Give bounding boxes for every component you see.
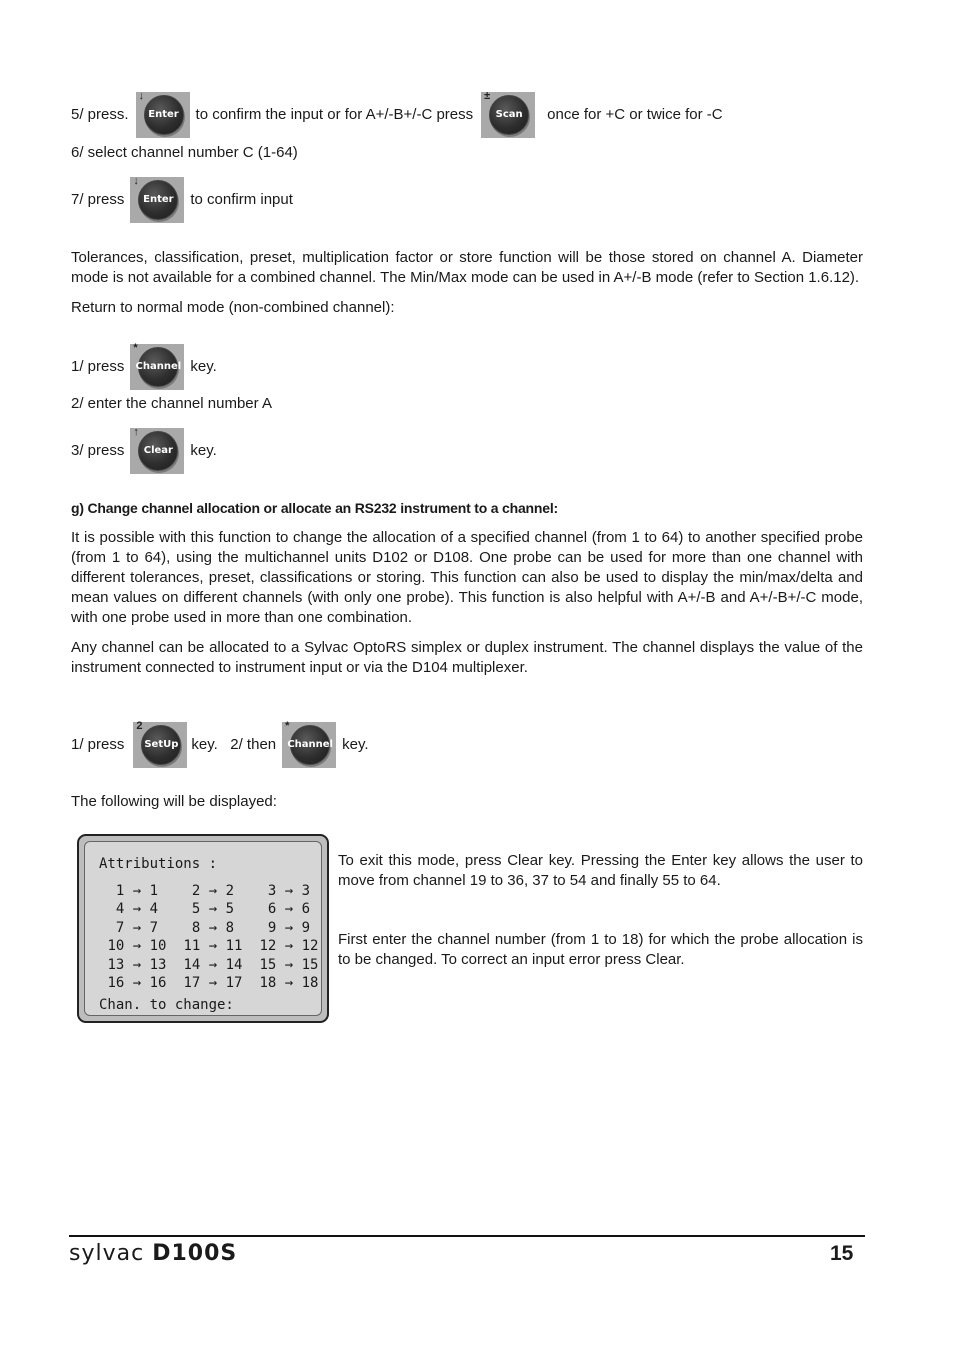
return-step-2: 2/ enter the channel number A bbox=[71, 395, 272, 412]
lcd-cell: 7 → 7 bbox=[115, 919, 159, 936]
plus-minus-icon: ± bbox=[484, 90, 491, 102]
return-step-1-after: key. bbox=[190, 358, 217, 375]
lcd-cell: 2 → 2 bbox=[191, 883, 235, 899]
allocation-step-middle: key. 2/ then bbox=[191, 736, 277, 753]
lcd-cell: 4 → 4 bbox=[115, 901, 159, 918]
lcd-row bbox=[99, 956, 327, 974]
lcd-cell: 11 → 11 bbox=[183, 938, 243, 955]
arrow-down-icon: ↓ bbox=[138, 90, 145, 102]
asterisk-icon: * bbox=[285, 720, 290, 732]
lcd-title: Attributions : bbox=[99, 856, 218, 872]
lcd-display bbox=[77, 834, 329, 1023]
allocation-step-after: key. bbox=[342, 736, 369, 753]
tolerances-paragraph: Tolerances, classification, preset, multiplication factor or store function will be those stored on channel A. Diameter mode is not available for a combined channel. The Min/Max mode can be used in A+/-B mode (refer to Section 1.6.12). bbox=[71, 249, 863, 286]
lcd-cell: 18 → 18 bbox=[259, 974, 319, 991]
return-step-1 bbox=[71, 344, 217, 390]
return-paragraph: Return to normal mode (non-combined channel): bbox=[71, 299, 395, 316]
exit-paragraph: To exit this mode, press Clear key. Pressing the Enter key allows the user to move from channel 19 to 36, 37 to 54 and finally 55 to 64. bbox=[338, 852, 863, 889]
key-label: Scan bbox=[495, 109, 523, 120]
page-number: 15 bbox=[830, 1242, 854, 1265]
step-7 bbox=[71, 177, 293, 223]
lcd-row bbox=[99, 900, 327, 918]
key-label: Enter bbox=[143, 194, 174, 205]
lcd-cell: 9 → 9 bbox=[267, 919, 311, 936]
step-5-middle: to confirm the input or for A+/-B+/-C press bbox=[195, 106, 474, 123]
lcd-prompt: Chan. to change: bbox=[99, 997, 234, 1013]
lcd-screen bbox=[84, 841, 322, 1016]
lcd-cell: 6 → 6 bbox=[267, 901, 311, 918]
lcd-cell: 5 → 5 bbox=[191, 901, 235, 918]
model-name: D100S bbox=[152, 1241, 238, 1266]
brand-name: sylvac bbox=[69, 1241, 145, 1266]
key-label: Clear bbox=[143, 445, 173, 456]
section-heading-g: g) Change channel allocation or allocate an RS232 instrument to a channel: bbox=[71, 500, 558, 516]
digit-two-icon: 2 bbox=[136, 720, 143, 732]
step-7-after: to confirm input bbox=[190, 191, 293, 208]
lcd-row bbox=[99, 919, 327, 937]
lcd-cell: 3 → 3 bbox=[267, 883, 311, 899]
following-paragraph: The following will be displayed: bbox=[71, 793, 277, 810]
lcd-cell: 8 → 8 bbox=[191, 919, 235, 936]
lcd-cell: 10 → 10 bbox=[107, 938, 167, 955]
allocation-step bbox=[71, 722, 369, 768]
lcd-attribution-grid bbox=[99, 882, 327, 992]
step-7-text: 7/ press bbox=[71, 191, 125, 208]
lcd-cell: 14 → 14 bbox=[183, 956, 243, 973]
arrow-up-icon: ↑ bbox=[133, 426, 139, 438]
lcd-cell: 15 → 15 bbox=[259, 956, 319, 973]
step-5-text: 5/ press. bbox=[71, 106, 129, 123]
return-step-1-text: 1/ press bbox=[71, 358, 125, 375]
first-paragraph: First enter the channel number (from 1 to 18) for which the probe allocation is to be changed. To correct an input error press Clear. bbox=[338, 931, 863, 968]
possible-paragraph: It is possible with this function to change the allocation of a specified channel (from 1 to 64) to another specified probe (from 1 to 64), using the multichannel units D102 or D108. One probe can be used for more than one channel with different tolerances, preset, classifications or storing. This function can also be used to display the min/max/delta and mean values on different channels (with only one probe). This function is also helpful with A+/-B and A+/-B+/-C mode, with one probe used in more than one combination. bbox=[71, 529, 863, 626]
brand-logo bbox=[69, 1243, 237, 1264]
lcd-cell: 17 → 17 bbox=[183, 974, 243, 991]
lcd-cell: 13 → 13 bbox=[107, 956, 167, 973]
key-label: Channel bbox=[135, 361, 182, 372]
return-step-3-after: key. bbox=[190, 442, 217, 459]
key-label: Enter bbox=[148, 109, 179, 120]
channel-key-icon bbox=[282, 722, 336, 768]
enter-key-icon bbox=[136, 92, 190, 138]
anychannel-paragraph: Any channel can be allocated to a Sylvac OptoRS simplex or duplex instrument. The channel displays the value of the instrument connected to instrument input or via the D104 multiplexer. bbox=[71, 639, 863, 676]
setup-key-icon bbox=[133, 722, 187, 768]
step-5-after: once for +C or twice for -C bbox=[547, 106, 723, 123]
lcd-cell: 16 → 16 bbox=[107, 974, 167, 991]
enter-key-icon bbox=[130, 177, 184, 223]
scan-key-icon bbox=[481, 92, 535, 138]
footer-rule bbox=[69, 1235, 865, 1237]
asterisk-icon: * bbox=[133, 342, 138, 354]
lcd-row bbox=[99, 974, 327, 992]
channel-key-icon bbox=[130, 344, 184, 390]
lcd-row bbox=[99, 937, 327, 955]
return-step-3 bbox=[71, 428, 217, 474]
key-label: SetUp bbox=[144, 739, 179, 750]
step-5 bbox=[71, 92, 723, 138]
key-label: Channel bbox=[287, 739, 333, 750]
lcd-row bbox=[99, 882, 327, 900]
arrow-down-icon: ↓ bbox=[133, 175, 139, 187]
allocation-step-text: 1/ press bbox=[71, 736, 125, 753]
lcd-cell: 1 → 1 bbox=[115, 883, 159, 899]
clear-key-icon bbox=[130, 428, 184, 474]
step-6: 6/ select channel number C (1-64) bbox=[71, 144, 298, 161]
return-step-3-text: 3/ press bbox=[71, 442, 125, 459]
lcd-cell: 12 → 12 bbox=[259, 938, 319, 955]
